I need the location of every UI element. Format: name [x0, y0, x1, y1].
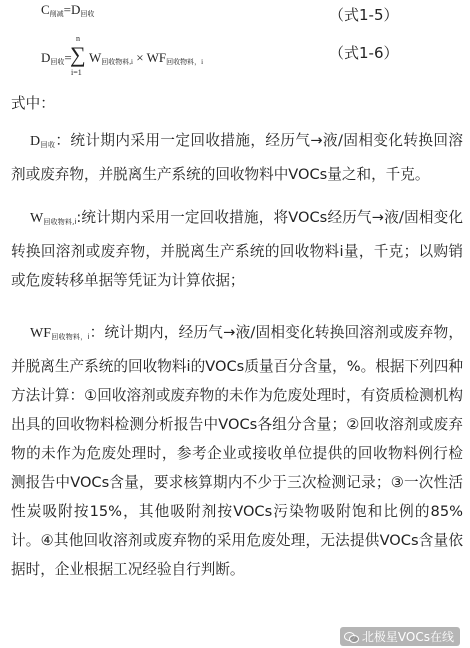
equation-1-6-number: （式1-6）	[329, 44, 399, 62]
eq6-wf-sub: 回收物料，i	[166, 58, 204, 66]
eq5-equals: =	[63, 2, 72, 17]
definition-d-recovery	[11, 126, 463, 189]
wf-sub: 回收物料，i	[51, 333, 90, 341]
wechat-icon	[344, 631, 358, 643]
eq5-rhs-var: D	[71, 2, 81, 17]
eq6-lhs-var: D	[41, 50, 51, 65]
eq6-wf-var: WF	[146, 50, 167, 65]
wf-text: ：统计期内，经历气→液/固相变化转换回溶剂或废弃物，并脱离生产系统的回收物料i的VOCs质量百分含量，%。根据下列四种方法计算：①回收溶剂或废弃物的未作为危废处理时，有资质检测机构出具的回收物料检测分析报告中VOCs各组分含量；②回收溶剂或废弃物的未作为危废处理时，参考企业或接收单位提供的回收物料例行检测报告中VOCs含量，要求核算期内不少于三次检测记录；③一次性活性炭吸附按15%，其他吸附剂按VOCs污染物吸附饱和比例的85%计。④其他回收溶剂或废弃物的采用危废处理，无法提供VOCs含量依据时，企业根据工况经验自行判断。	[11, 324, 463, 578]
d-sub: 回收	[40, 141, 56, 149]
eq6-sum-upper: n	[76, 34, 80, 43]
eq6-w-var: W	[89, 50, 102, 65]
eq6-sum-lower: i=1	[71, 68, 82, 77]
eq6-times: ×	[136, 50, 144, 65]
equation-1-5	[41, 2, 94, 19]
d-text: ：统计期内采用一定回收措施，经历气→液/固相变化转换回溶剂或废弃物，并脱离生产系统的回收物料中VOCs量之和，千克。	[11, 132, 463, 183]
definition-wf-content	[11, 318, 463, 584]
eq6-sum-symbol: ∑	[70, 42, 86, 67]
eq6-equals: =	[64, 50, 72, 65]
definition-w-material	[11, 203, 463, 295]
w-text: :统计期内采用一定回收措施，将VOCs经历气→液/固相变化转换回溶剂或废弃物，并脱离生产系统的回收物料i量，千克；以购销或危废转移单据等凭证为计算依据；	[11, 209, 464, 289]
where-label: 式中：	[11, 95, 55, 112]
wf-var: WF	[30, 326, 51, 341]
eq5-rhs-sub: 回收	[80, 10, 95, 18]
equation-1-5-number: （式1-5）	[329, 6, 399, 24]
eq6-lhs-sub: 回收	[50, 58, 65, 66]
eq6-w-sub: 回收物料,i	[101, 58, 133, 66]
eq5-lhs-sub: 削减	[49, 10, 64, 18]
eq5-lhs-var: C	[41, 2, 50, 17]
source-watermark	[340, 627, 460, 646]
d-var: D	[30, 134, 41, 149]
w-var: W	[30, 211, 44, 226]
watermark-text: 北极星VOCs在线	[361, 630, 454, 644]
w-sub: 回收物料,i	[43, 218, 77, 226]
equation-1-6	[41, 36, 301, 78]
